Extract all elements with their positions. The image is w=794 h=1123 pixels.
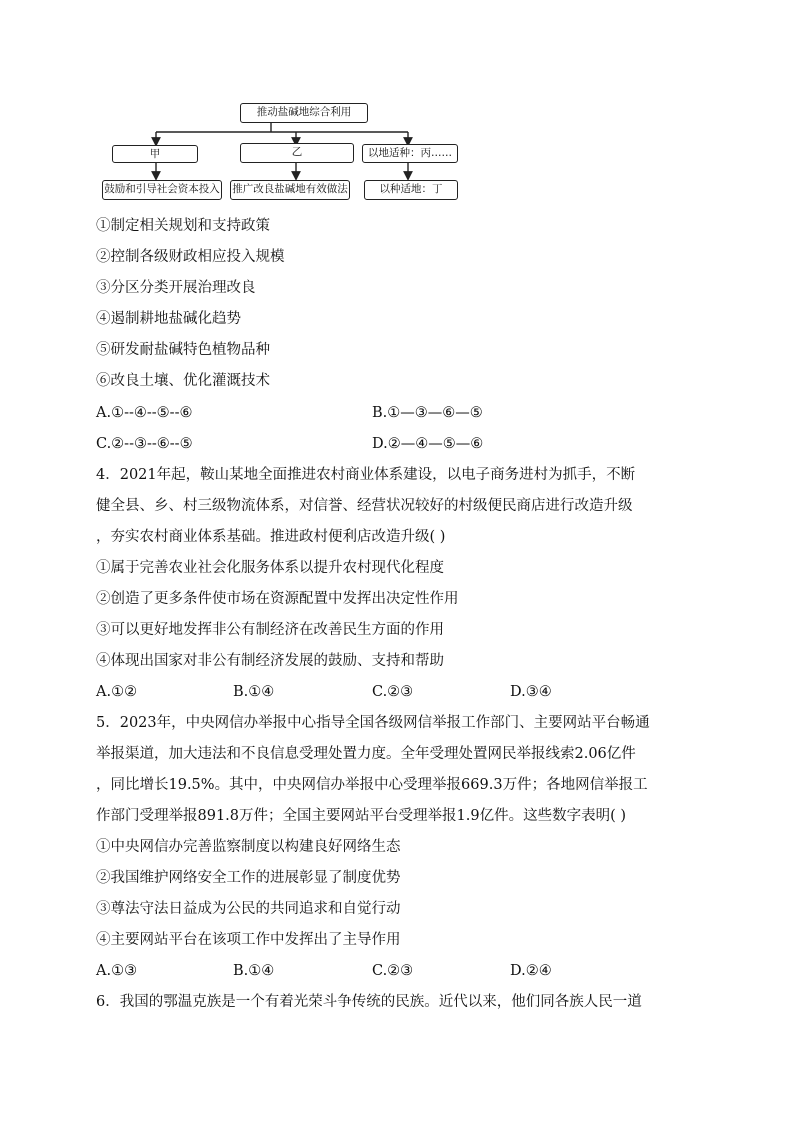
q3-options-row-1	[96, 403, 706, 423]
diagram-box-bottom-2	[230, 180, 350, 200]
q5-option-d[interactable]: D.②④	[510, 963, 552, 979]
q5-stem-line-3: ，同比增长19.5%。其中，中央网信办举报中心受理举报669.3万件；各地网信举报工	[96, 777, 648, 793]
q4-stem-line-1: 4．2021年起，鞍山某地全面推进农村商业体系建设，以电子商务进村为抓手，不断	[96, 467, 636, 483]
q4-option-a[interactable]: A.①②	[96, 684, 138, 700]
q5-stem-line-4: 作部门受理举报891.8万件；全国主要网站平台受理举报1.9亿件。这些数字表明( )	[96, 808, 626, 824]
q3-option-a[interactable]: A.①--④--⑤--⑥	[96, 405, 193, 421]
q6-stem-line-1: 6．我国的鄂温克族是一个有着光荣斗争传统的民族。近代以来，他们同各族人民一道	[96, 994, 642, 1010]
q5-options-row	[96, 961, 706, 981]
diagram-bottom-3-label: 以种适地：丁	[379, 183, 443, 195]
diagram-box-jia-label: 甲	[149, 148, 161, 160]
q5-stem-line-2: 举报渠道，加大违法和不良信息受理处置力度。全年受理处置网民举报线索2.06亿件	[96, 746, 636, 762]
q5-item-2: ②我国维护网络安全工作的进展彰显了制度优势	[96, 870, 401, 886]
q4-item-3: ③可以更好地发挥非公有制经济在改善民生方面的作用	[96, 622, 444, 638]
q3-item-5: ⑤研发耐盐碱特色植物品种	[96, 342, 270, 358]
q3-item-4: ④遏制耕地盐碱化趋势	[96, 311, 241, 327]
q4-stem-line-3: ，夯实农村商业体系基础。推进政村便利店改造升级( )	[96, 529, 446, 545]
q4-item-4: ④体现出国家对非公有制经济发展的鼓励、支持和帮助	[96, 653, 444, 669]
diagram-box-yi-label: 乙	[291, 146, 303, 158]
flow-diagram	[100, 96, 470, 206]
q4-item-2: ②创造了更多条件使市场在资源配置中发挥出决定性作用	[96, 591, 459, 607]
q5-stem-line-1: 5．2023年，中央网信办举报中心指导全国各级网信举报工作部门、主要网站平台畅通	[96, 715, 650, 731]
diagram-box-bottom-1	[102, 180, 222, 200]
q4-stem-line-2: 健全县、乡、村三级物流体系，对信誉、经营状况较好的村级便民商店进行改造升级	[96, 498, 633, 514]
q3-option-d[interactable]: D.②—④—⑤—⑥	[372, 436, 484, 452]
q5-option-c[interactable]: C.②③	[372, 963, 414, 979]
diagram-bottom-2-label: 推广改良盐碱地有效做法	[232, 183, 348, 195]
q3-item-1: ①制定相关规划和支持政策	[96, 218, 270, 234]
q3-item-6: ⑥改良土壤、优化灌溉技术	[96, 373, 270, 389]
q5-item-1: ①中央网信办完善监察制度以构建良好网络生态	[96, 839, 401, 855]
q3-option-c[interactable]: C.②--③--⑥--⑤	[96, 436, 193, 452]
diagram-bottom-1-label: 鼓励和引导社会资本投入	[104, 183, 220, 195]
q5-item-3: ③尊法守法日益成为公民的共同追求和自觉行动	[96, 901, 401, 917]
q4-option-b[interactable]: B.①④	[233, 684, 275, 700]
q4-item-1: ①属于完善农业社会化服务体系以提升农村现代化程度	[96, 560, 444, 576]
diagram-box-bing-label: 以地适种：丙……	[368, 147, 452, 159]
q4-option-d[interactable]: D.③④	[510, 684, 552, 700]
diagram-top-label: 推动盐碱地综合利用	[256, 106, 352, 118]
diagram-top-box	[240, 103, 368, 123]
q5-item-4: ④主要网站平台在该项工作中发挥出了主导作用	[96, 932, 401, 948]
q3-item-2: ②控制各级财政相应投入规模	[96, 249, 285, 265]
q5-option-a[interactable]: A.①③	[96, 963, 138, 979]
diagram-box-bing	[362, 144, 458, 163]
diagram-box-bottom-3	[364, 180, 458, 200]
q4-options-row	[96, 682, 706, 702]
diagram-box-yi	[240, 143, 354, 163]
q3-options-row-2	[96, 434, 706, 454]
q3-item-3: ③分区分类开展治理改良	[96, 280, 256, 296]
q4-option-c[interactable]: C.②③	[372, 684, 414, 700]
q3-option-b[interactable]: B.①—③—⑥—⑤	[372, 405, 483, 421]
diagram-box-jia	[112, 145, 198, 163]
q5-option-b[interactable]: B.①④	[233, 963, 275, 979]
